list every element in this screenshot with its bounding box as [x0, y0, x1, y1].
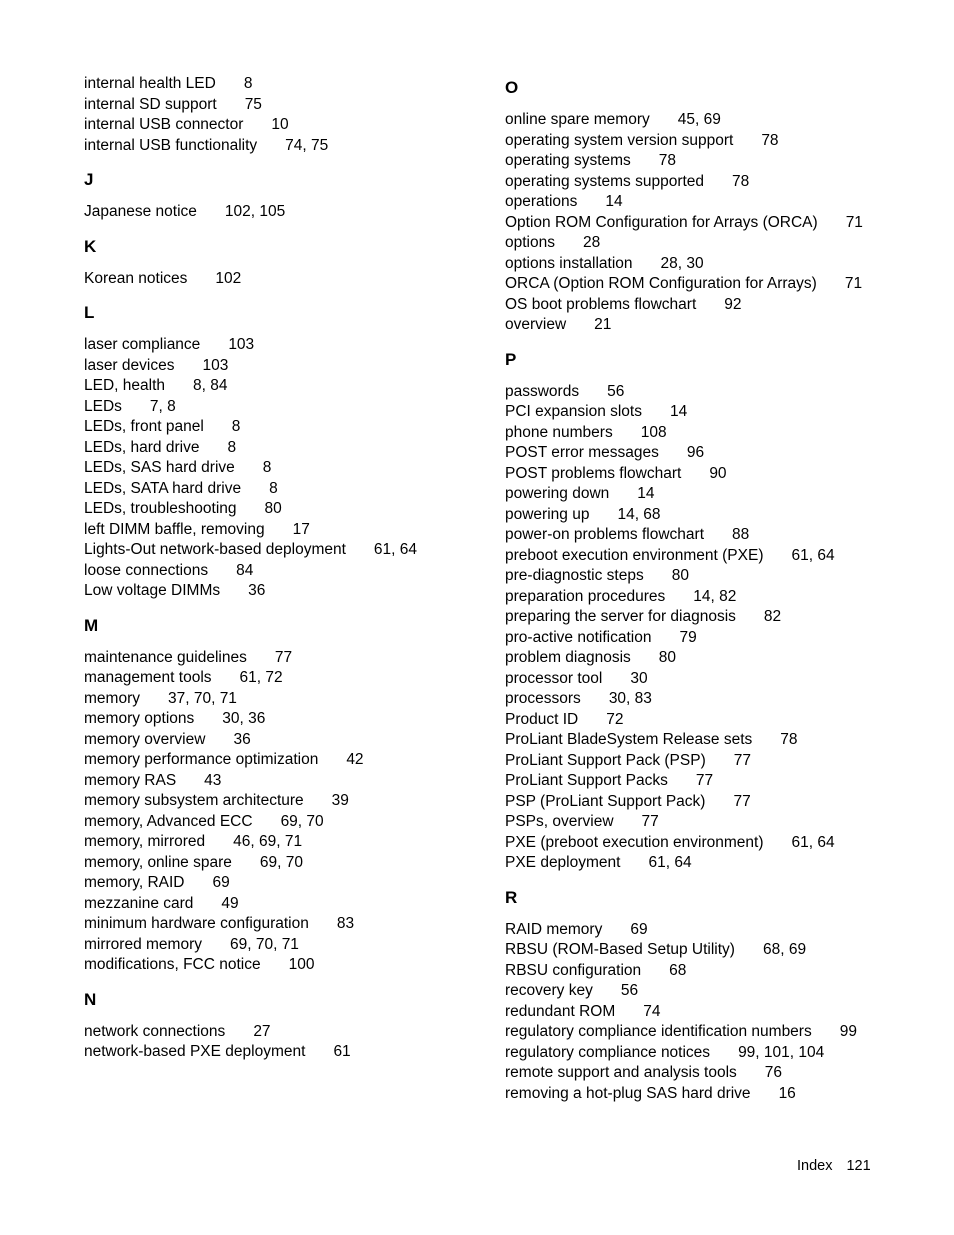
- page-number: 121: [846, 1158, 871, 1174]
- index-entry: [505, 566, 925, 587]
- index-term: POST error messages: [505, 444, 659, 461]
- index-term: internal USB functionality: [84, 136, 258, 154]
- index-term: options installation: [505, 254, 633, 272]
- index-term: processor tool: [505, 669, 603, 687]
- index-page-refs[interactable]: 76: [764, 1064, 783, 1081]
- index-page-refs[interactable]: 77: [695, 772, 714, 789]
- index-entry: [84, 499, 484, 520]
- index-page-refs[interactable]: 37, 70, 71: [167, 689, 237, 707]
- index-entry: [84, 356, 484, 377]
- index-page-refs[interactable]: 8: [269, 479, 278, 497]
- index-term: preboot execution environment (PXE): [505, 546, 764, 564]
- index-page-refs[interactable]: 69: [212, 874, 230, 891]
- index-page-refs[interactable]: 61, 64: [791, 833, 835, 851]
- index-entry: [84, 479, 484, 500]
- index-term: internal SD support: [84, 95, 217, 113]
- index-term: remote support and analysis tools: [505, 1064, 737, 1081]
- index-letter-heading: J: [84, 170, 94, 189]
- index-page-refs[interactable]: 69, 70, 71: [229, 935, 299, 953]
- index-term: recovery key: [505, 982, 593, 999]
- index-term: memory performance optimization: [84, 751, 319, 768]
- index-page-refs[interactable]: 56: [620, 982, 639, 999]
- index-entry: [84, 668, 484, 689]
- index-term: internal USB connector: [84, 116, 244, 133]
- index-page-refs[interactable]: 68, 69: [762, 941, 807, 958]
- index-entry: [505, 233, 925, 254]
- index-letter-heading: O: [505, 78, 519, 97]
- index-entry: [505, 648, 925, 669]
- index-entry: [505, 730, 925, 751]
- index-entry: [505, 295, 925, 316]
- index-entry: [505, 771, 925, 792]
- index-term: memory options: [84, 710, 195, 727]
- index-page-refs[interactable]: 61, 64: [648, 854, 692, 871]
- index-term: regulatory compliance identification numbers: [505, 1023, 812, 1040]
- index-entry: [84, 520, 484, 541]
- index-term: ORCA (Option ROM Configuration for Arrays): [505, 275, 817, 292]
- index-term: pre-diagnostic steps: [505, 567, 644, 584]
- index-page-refs[interactable]: 83: [336, 915, 355, 932]
- index-term: PXE deployment: [505, 854, 621, 871]
- index-term: preparation procedures: [505, 587, 666, 605]
- index-page-refs[interactable]: 71: [844, 275, 863, 292]
- index-entry: [84, 438, 484, 459]
- index-entry: [505, 505, 925, 526]
- index-term: phone numbers: [505, 423, 613, 441]
- index-entry: [84, 540, 484, 561]
- index-page-refs[interactable]: 21: [594, 316, 612, 333]
- index-entry: [84, 853, 484, 874]
- index-entry: [505, 853, 925, 874]
- index-page-refs[interactable]: 36: [233, 730, 251, 748]
- index-page-refs[interactable]: 46, 69, 71: [233, 833, 303, 850]
- index-term: internal health LED: [84, 75, 216, 92]
- index-entry: [84, 581, 484, 602]
- index-page-refs[interactable]: 27: [253, 1022, 271, 1040]
- index-entry: [505, 920, 925, 941]
- index-entry: [84, 955, 484, 976]
- index-page-refs[interactable]: 8: [231, 418, 241, 435]
- index-term: laser compliance: [84, 336, 201, 353]
- index-term: redundant ROM: [505, 1002, 616, 1020]
- index-entry: [84, 914, 484, 935]
- index-term: memory overview: [84, 730, 206, 748]
- index-term: regulatory compliance notices: [505, 1043, 711, 1061]
- index-page-refs[interactable]: 77: [733, 751, 751, 769]
- index-term: Option ROM Configuration for Arrays (ORCA): [505, 213, 818, 231]
- index-entry: [505, 484, 925, 505]
- index-term: Product ID: [505, 710, 579, 728]
- index-term: OS boot problems flowchart: [505, 295, 697, 313]
- index-letter-heading: K: [84, 236, 97, 256]
- index-page-refs[interactable]: 74: [643, 1002, 661, 1020]
- index-page-refs[interactable]: 78: [780, 731, 798, 748]
- index-page-refs[interactable]: 102: [215, 269, 242, 287]
- index-entry: [505, 1002, 925, 1023]
- index-page-refs[interactable]: 14, 82: [693, 587, 737, 605]
- index-page-refs[interactable]: 8: [262, 459, 272, 476]
- index-entry: [84, 648, 484, 669]
- index-letter-heading: L: [84, 303, 95, 322]
- index-entry: [505, 402, 925, 423]
- index-page-refs[interactable]: 30, 36: [222, 710, 266, 727]
- index-term: ProLiant Support Pack (PSP): [505, 751, 706, 769]
- index-term: ProLiant Support Packs: [505, 772, 668, 789]
- index-entry: [505, 710, 925, 731]
- index-entry: [505, 812, 925, 833]
- index-term: powering up: [505, 505, 590, 523]
- index-term: left DIMM baffle, removing: [84, 520, 265, 538]
- index-entry: [84, 873, 484, 894]
- index-page-refs[interactable]: 102, 105: [224, 203, 286, 220]
- index-entry: [84, 1022, 484, 1043]
- index-entry: [505, 669, 925, 690]
- index-letter-heading: M: [84, 615, 99, 635]
- index-entry: [84, 894, 484, 915]
- index-entry: [84, 458, 484, 479]
- index-entry: [505, 1084, 925, 1105]
- index-page-refs[interactable]: 68: [669, 961, 687, 979]
- index-page-refs[interactable]: 43: [204, 771, 222, 789]
- index-entry: [84, 95, 484, 116]
- index-page-refs[interactable]: 14: [637, 485, 655, 502]
- index-term: loose connections: [84, 561, 209, 579]
- index-page-refs[interactable]: 49: [221, 894, 239, 912]
- index-page-refs[interactable]: 88: [732, 526, 750, 543]
- index-entry: [84, 74, 484, 95]
- index-term: operating system version support: [505, 131, 734, 149]
- index-entry: [505, 274, 925, 295]
- index-term: overview: [505, 316, 567, 333]
- index-term: RBSU configuration: [505, 961, 642, 979]
- index-term: memory RAS: [84, 771, 177, 789]
- index-term: memory subsystem architecture: [84, 792, 304, 809]
- index-page-refs[interactable]: 78: [732, 172, 750, 190]
- index-term: PXE (preboot execution environment): [505, 833, 764, 851]
- index-page-refs[interactable]: 74, 75: [285, 136, 329, 154]
- index-page-refs[interactable]: 61, 72: [239, 669, 283, 686]
- index-entry: [505, 833, 925, 854]
- index-entry: [505, 172, 925, 193]
- index-page-refs[interactable]: 14, 68: [617, 505, 661, 523]
- index-page-refs[interactable]: 90: [709, 464, 727, 482]
- index-page-refs[interactable]: 30: [630, 669, 648, 687]
- index-page-refs[interactable]: 96: [686, 444, 705, 461]
- index-page-refs[interactable]: 10: [271, 116, 289, 133]
- index-term: processors: [505, 690, 581, 707]
- index-page-refs[interactable]: 92: [724, 295, 742, 313]
- index-entry: [84, 115, 484, 136]
- index-entry: [505, 423, 925, 444]
- index-term: maintenance guidelines: [84, 648, 247, 666]
- index-page-refs[interactable]: 69: [630, 920, 648, 938]
- index-term: POST problems flowchart: [505, 464, 682, 482]
- index-page-refs[interactable]: 16: [778, 1084, 796, 1102]
- index-page-refs[interactable]: 17: [292, 520, 310, 538]
- index-entry: [84, 689, 484, 710]
- index-term: modifications, FCC notice: [84, 956, 261, 973]
- index-term: power-on problems flowchart: [505, 526, 705, 543]
- index-entry: [84, 812, 484, 833]
- index-term: ProLiant BladeSystem Release sets: [505, 731, 753, 748]
- index-entry: [84, 335, 484, 356]
- index-term: LEDs, troubleshooting: [84, 500, 237, 517]
- index-page-refs[interactable]: 77: [274, 648, 293, 666]
- index-term: LEDs: [84, 397, 122, 415]
- index-entry: [84, 1042, 484, 1063]
- index-term: PSP (ProLiant Support Pack): [505, 792, 706, 810]
- index-entry: [84, 750, 484, 771]
- index-letter-heading: P: [505, 349, 517, 369]
- index-page-refs[interactable]: 75: [244, 95, 262, 113]
- index-entry: [505, 443, 925, 464]
- index-page-refs[interactable]: 99: [839, 1023, 857, 1040]
- index-entry: [505, 110, 925, 131]
- index-term: Lights-Out network-based deployment: [84, 541, 346, 558]
- index-page-refs[interactable]: 71: [845, 213, 863, 231]
- index-entry: [505, 587, 925, 608]
- index-entry: [84, 935, 484, 956]
- index-page-refs[interactable]: 36: [248, 582, 266, 599]
- index-page-refs[interactable]: 103: [202, 356, 229, 374]
- index-page-refs[interactable]: 14: [670, 403, 688, 420]
- index-page-refs[interactable]: 8, 84: [193, 377, 228, 394]
- index-page-refs[interactable]: 77: [641, 813, 659, 830]
- index-term: PSPs, overview: [505, 813, 614, 830]
- index-entry: [505, 628, 925, 649]
- index-entry: [505, 961, 925, 982]
- index-term: PCI expansion slots: [505, 403, 642, 420]
- index-entry: [84, 417, 484, 438]
- index-entry: [505, 213, 925, 234]
- index-entry: [505, 382, 925, 403]
- index-page-refs[interactable]: 30, 83: [608, 690, 652, 707]
- index-term: removing a hot-plug SAS hard drive: [505, 1084, 751, 1102]
- index-page-refs[interactable]: 77: [733, 792, 751, 810]
- index-entry: [505, 315, 925, 336]
- index-term: LEDs, SATA hard drive: [84, 479, 242, 497]
- index-entry: [505, 464, 925, 485]
- index-page-refs[interactable]: 108: [640, 423, 667, 441]
- index-term: operating systems supported: [505, 172, 705, 190]
- index-term: operating systems: [505, 152, 631, 169]
- index-term: memory, Advanced ECC: [84, 812, 253, 830]
- index-term: LED, health: [84, 377, 165, 394]
- index-page-refs[interactable]: 28: [582, 234, 601, 251]
- index-page-refs[interactable]: 78: [761, 131, 779, 149]
- index-term: Japanese notice: [84, 203, 197, 220]
- index-page-refs[interactable]: 61: [333, 1043, 351, 1060]
- index-term: RBSU (ROM-Based Setup Utility): [505, 941, 735, 958]
- index-entry: [505, 151, 925, 172]
- index-entry: [505, 192, 925, 213]
- index-page-refs[interactable]: 14: [605, 193, 623, 210]
- page-footer: [797, 1158, 871, 1174]
- index-term: problem diagnosis: [505, 649, 631, 666]
- index-term: options: [505, 234, 555, 251]
- index-term: operations: [505, 193, 578, 210]
- index-term: preparing the server for diagnosis: [505, 608, 736, 625]
- index-entry: [505, 792, 925, 813]
- index-page-refs[interactable]: 8: [227, 438, 237, 456]
- index-term: network connections: [84, 1022, 226, 1040]
- index-page-refs[interactable]: 39: [331, 792, 349, 809]
- index-entry: [505, 525, 925, 546]
- index-entry: [84, 136, 484, 157]
- index-entry: [84, 832, 484, 853]
- index-page-refs[interactable]: 8: [243, 75, 253, 92]
- index-term: powering down: [505, 485, 610, 502]
- index-page-refs[interactable]: 80: [264, 500, 282, 517]
- index-entry: [84, 730, 484, 751]
- index-term: pro-active notification: [505, 628, 652, 646]
- index-entry: [505, 940, 925, 961]
- index-page-refs[interactable]: 99, 101, 104: [738, 1043, 825, 1061]
- index-entry: [505, 1063, 925, 1084]
- index-page-refs[interactable]: 45, 69: [677, 111, 721, 128]
- index-entry: [84, 791, 484, 812]
- index-page-refs[interactable]: 80: [658, 649, 677, 666]
- index-entry: [84, 202, 484, 223]
- index-page-refs[interactable]: 78: [658, 152, 677, 169]
- index-page-refs[interactable]: 80: [671, 567, 689, 584]
- index-entry: [84, 397, 484, 418]
- index-column-left: [84, 74, 484, 1063]
- index-entry: [505, 1022, 925, 1043]
- index-page-refs[interactable]: 69, 70: [280, 812, 324, 830]
- index-entry: [505, 607, 925, 628]
- index-page-refs[interactable]: 82: [763, 608, 782, 625]
- index-entry: [505, 689, 925, 710]
- index-entry: [84, 771, 484, 792]
- index-page-refs[interactable]: 79: [679, 628, 697, 646]
- index-term: memory, online spare: [84, 853, 232, 871]
- index-entry: [505, 1043, 925, 1064]
- index-term: memory, RAID: [84, 874, 185, 891]
- index-term: memory: [84, 689, 140, 707]
- index-page-refs[interactable]: 56: [607, 382, 625, 400]
- footer-label: Index: [797, 1158, 833, 1174]
- index-page-refs[interactable]: 61, 64: [373, 541, 418, 558]
- index-term: LEDs, hard drive: [84, 438, 200, 456]
- index-page-refs[interactable]: 7, 8: [149, 397, 176, 415]
- index-page-refs[interactable]: 100: [288, 956, 315, 973]
- index-letter-heading: R: [505, 887, 518, 907]
- index-letter-heading: N: [84, 989, 97, 1009]
- index-term: passwords: [505, 382, 580, 400]
- index-page-refs[interactable]: 103: [228, 336, 255, 353]
- index-entry: [505, 751, 925, 772]
- index-term: Low voltage DIMMs: [84, 582, 221, 599]
- index-page-refs[interactable]: 42: [346, 751, 364, 768]
- index-term: RAID memory: [505, 920, 603, 938]
- index-term: network-based PXE deployment: [84, 1043, 306, 1060]
- index-term: online spare memory: [505, 111, 650, 128]
- index-entry: [84, 709, 484, 730]
- index-term: Korean notices: [84, 269, 188, 287]
- index-term: LEDs, SAS hard drive: [84, 459, 235, 476]
- index-entry: [84, 561, 484, 582]
- index-page-refs[interactable]: 28, 30: [660, 254, 704, 272]
- index-page-refs[interactable]: 72: [606, 710, 624, 728]
- index-term: memory, mirrored: [84, 833, 206, 850]
- index-term: minimum hardware configuration: [84, 915, 309, 932]
- index-term: LEDs, front panel: [84, 418, 204, 435]
- index-page-refs[interactable]: 84: [236, 561, 254, 579]
- index-entry: [505, 981, 925, 1002]
- index-entry: [84, 269, 484, 290]
- index-entry: [505, 546, 925, 567]
- index-page-refs[interactable]: 61, 64: [791, 546, 835, 564]
- index-page-refs[interactable]: 69, 70: [259, 853, 303, 871]
- index-entry: [84, 376, 484, 397]
- index-entry: [505, 254, 925, 275]
- index-entry: [505, 131, 925, 152]
- index-term: mezzanine card: [84, 894, 194, 912]
- index-term: mirrored memory: [84, 935, 202, 953]
- index-column-right: [505, 74, 925, 1104]
- index-term: laser devices: [84, 356, 175, 374]
- index-term: management tools: [84, 669, 212, 686]
